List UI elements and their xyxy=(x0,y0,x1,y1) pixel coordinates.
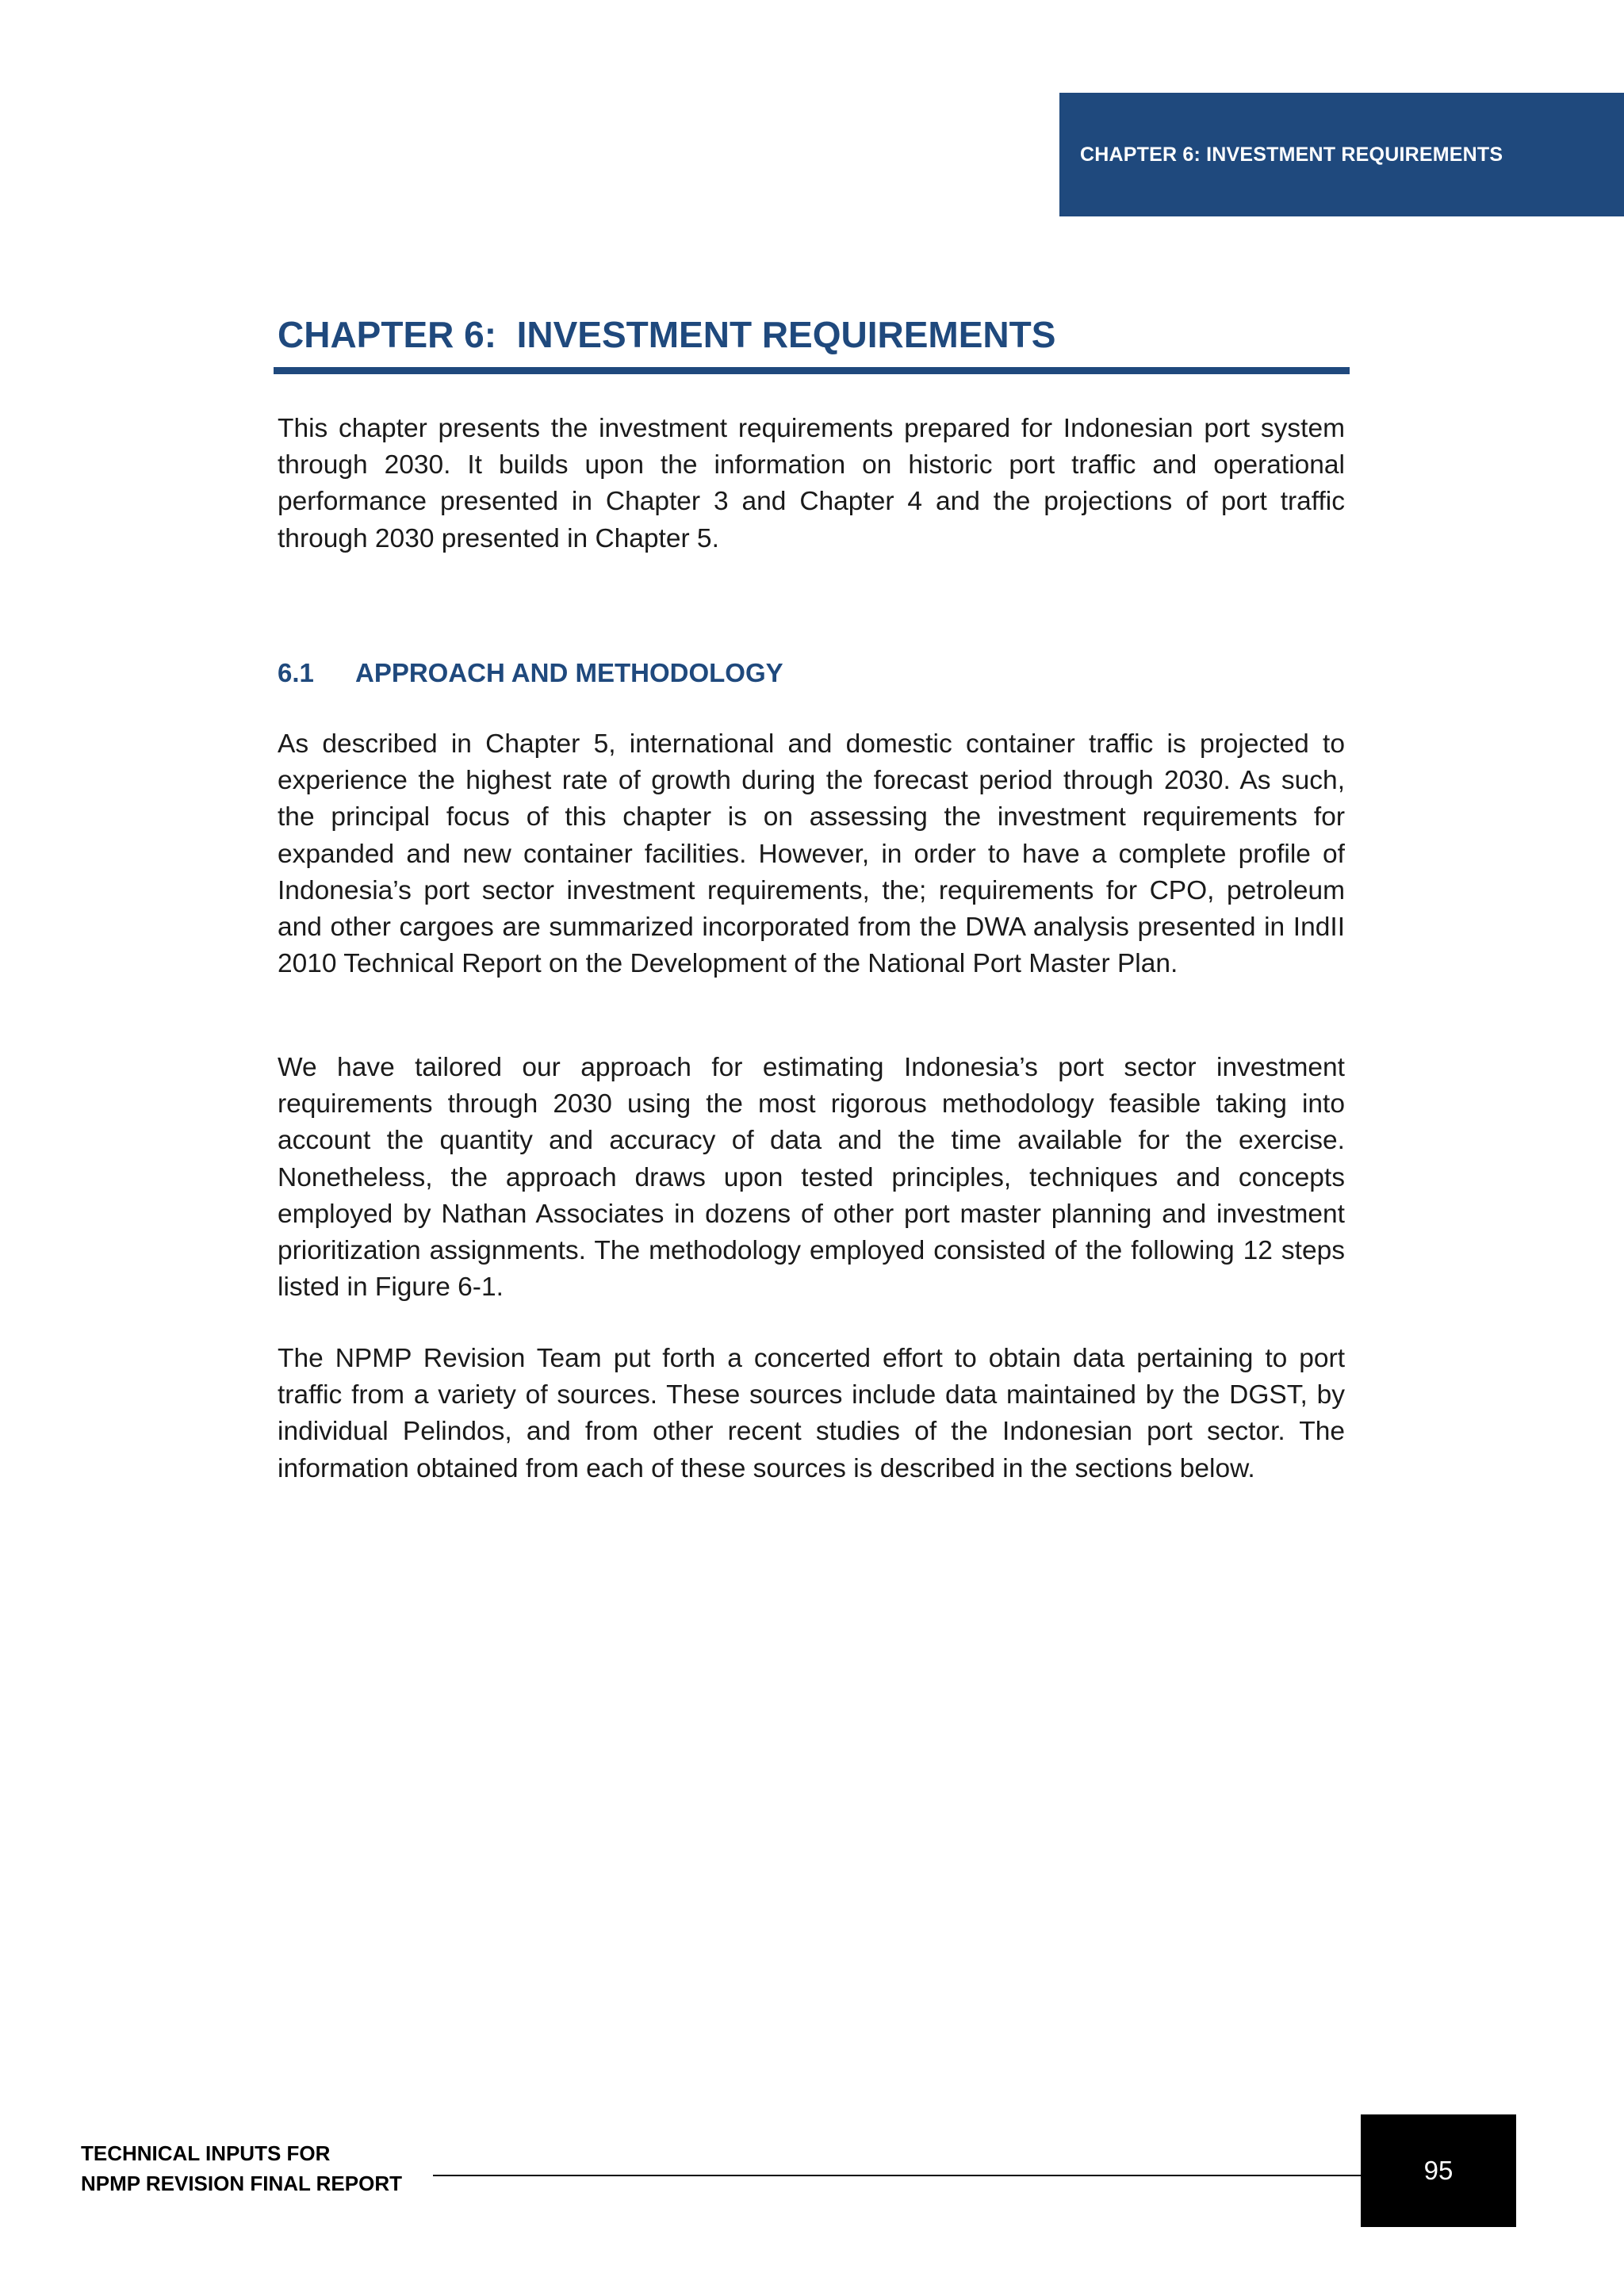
running-header-title: CHAPTER 6: INVESTMENT REQUIREMENTS xyxy=(1080,143,1503,166)
section-paragraph-block-2 xyxy=(278,1050,1345,1306)
section-heading xyxy=(278,655,783,691)
chapter-intro-paragraph: This chapter presents the investment requirements prepared for Indonesian port system through 2030. It builds upon the information on historic port traffic and operational performance presented in Chapter 3 and Chapter 4 and the projections of port traffic through 2030 presented in Chapter 5. xyxy=(278,414,1345,553)
chapter-title: CHAPTER 6: INVESTMENT REQUIREMENTS xyxy=(278,314,1056,355)
footer-rule xyxy=(433,2175,1361,2176)
section-paragraph-block-3 xyxy=(278,1341,1345,1487)
footer-report-title xyxy=(81,2138,402,2198)
page-number: 95 xyxy=(1423,2156,1454,2185)
section-paragraph: We have tailored our approach for estimating Indonesia’s port sector investment requirements through 2030 using the most rigorous methodology feasible taking into account the quantity and accuracy of data and the time available for the exercise. Nonetheless, the approach draws upon tested principles, techniques and concepts employed by Nathan Associates in dozens of other port master planning and investment prioritization assignments. The methodology employed consisted of the following 12 steps listed in Figure 6-1. xyxy=(278,1053,1345,1303)
footer-line-1: TECHNICAL INPUTS FOR xyxy=(81,2141,331,2165)
chapter-intro-block xyxy=(278,411,1345,557)
title-underline xyxy=(274,367,1350,374)
section-paragraph: The NPMP Revision Team put forth a concerted effort to obtain data pertaining to port traffic from a variety of sources. These sources include data maintained by the DGST, by individual Pelindos, and from other recent studies of the Indonesian port sector. The information obtained from each of these sources is described in the sections below. xyxy=(278,1344,1345,1483)
section-paragraph: As described in Chapter 5, international and domestic container traffic is projected to experience the highest rate of growth during the forecast period through 2030. As such, the principal focus of this chapter is on assessing the investment requirements for expanded and new container facilities. However, in order to have a complete profile of Indonesia’s port sector investment requirements, the; requirements for CPO, petroleum and other cargoes are summarized incorporated from the DWA analysis presented in IndII 2010 Technical Report on the Development of the National Port Master Plan. xyxy=(278,729,1345,979)
section-paragraph-block-1 xyxy=(278,726,1345,982)
section-number: 6.1 xyxy=(278,658,314,687)
footer-line-2: NPMP REVISION FINAL REPORT xyxy=(81,2172,402,2195)
page-number-box xyxy=(1361,2114,1516,2227)
running-header xyxy=(1059,93,1624,216)
section-title: APPROACH AND METHODOLOGY xyxy=(355,658,783,687)
